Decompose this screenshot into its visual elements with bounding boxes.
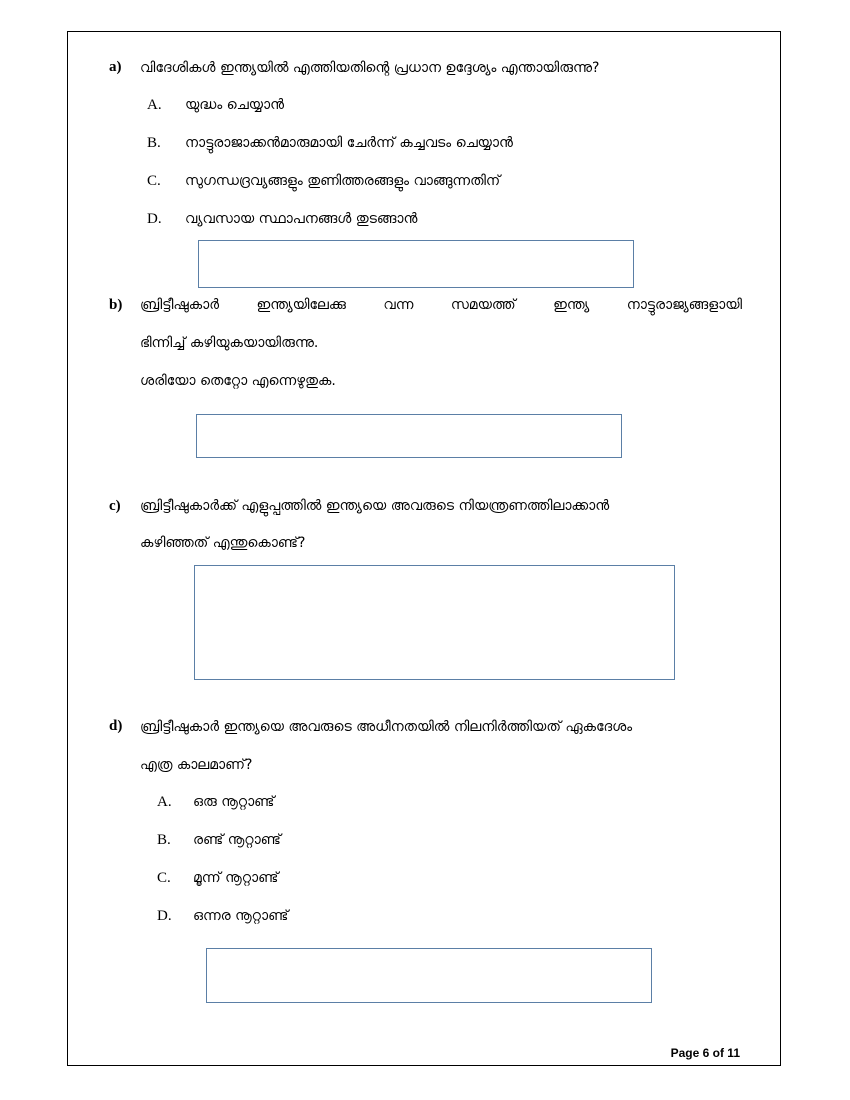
question-label: d) [109,718,123,734]
option-letter: B. [157,832,171,848]
option-text: മൂന്ന് നൂറ്റാണ്ട് [193,870,279,886]
question-text: ബ്രിട്ടീഷുകാർ ഇന്ത്യയെ അവരുടെ അധീനതയിൽ നിലനിർത്തിയത് ഏകദേശം [140,719,633,735]
option-letter: A. [147,97,162,113]
question-text: ഭിന്നിച്ച് കഴിയുകയായിരുന്നു. [140,335,319,351]
option-letter: B. [147,135,161,151]
question-label: c) [109,498,121,514]
question-text: എത്ര കാലമാണ്? [140,757,253,773]
question-label: b) [109,297,123,313]
question-label: a) [109,59,122,75]
answer-box-b[interactable] [196,414,622,458]
option-letter: C. [157,870,171,886]
option-text: സുഗന്ധദ്രവ്യങ്ങളും തുണിത്തരങ്ങളും വാങ്ങുന്നതിന് [185,173,501,189]
question-text: വിദേശികൾ ഇന്ത്യയിൽ എത്തിയതിന്റെ പ്രധാന ഉദ്ദേശ്യം എന്തായിരുന്നു? [140,60,600,76]
option-letter: D. [147,211,162,227]
option-letter: D. [157,908,172,924]
instruction-text: ശരിയോ തെറ്റോ എന്നെഴുതുക. [140,373,336,389]
option-text: നാട്ടുരാജാക്കൻമാരുമായി ചേർന്ന് കച്ചവടം ചെയ്യാൻ [185,135,513,151]
option-letter: C. [147,173,161,189]
option-letter: A. [157,794,172,810]
answer-box-c[interactable] [194,565,675,680]
option-text: ഒരു നൂറ്റാണ്ട് [193,794,275,810]
question-text: ബ്രിട്ടീഷുകാർ ഇന്ത്യയിലേക്കു വന്ന സമയത്ത് ഇന്ത്യ നാട്ടുരാജ്യങ്ങളായി [140,297,742,313]
page-number: Page 6 of 11 [670,1046,740,1060]
answer-box-d[interactable] [206,948,652,1003]
option-text: രണ്ട് നൂറ്റാണ്ട് [193,832,281,848]
option-text: ഒന്നര നൂറ്റാണ്ട് [193,908,289,924]
option-text: യുദ്ധം ചെയ്യാൻ [185,97,285,113]
option-text: വ്യവസായ സ്ഥാപനങ്ങൾ തുടങ്ങാൻ [185,211,418,227]
answer-box-a[interactable] [198,240,634,288]
question-text: കഴിഞ്ഞത് എന്തുകൊണ്ട്? [140,535,306,551]
question-text: ബ്രിട്ടീഷുകാർക്ക് എളുപ്പത്തിൽ ഇന്ത്യയെ അവരുടെ നിയന്ത്രണത്തിലാക്കാൻ [140,498,610,514]
